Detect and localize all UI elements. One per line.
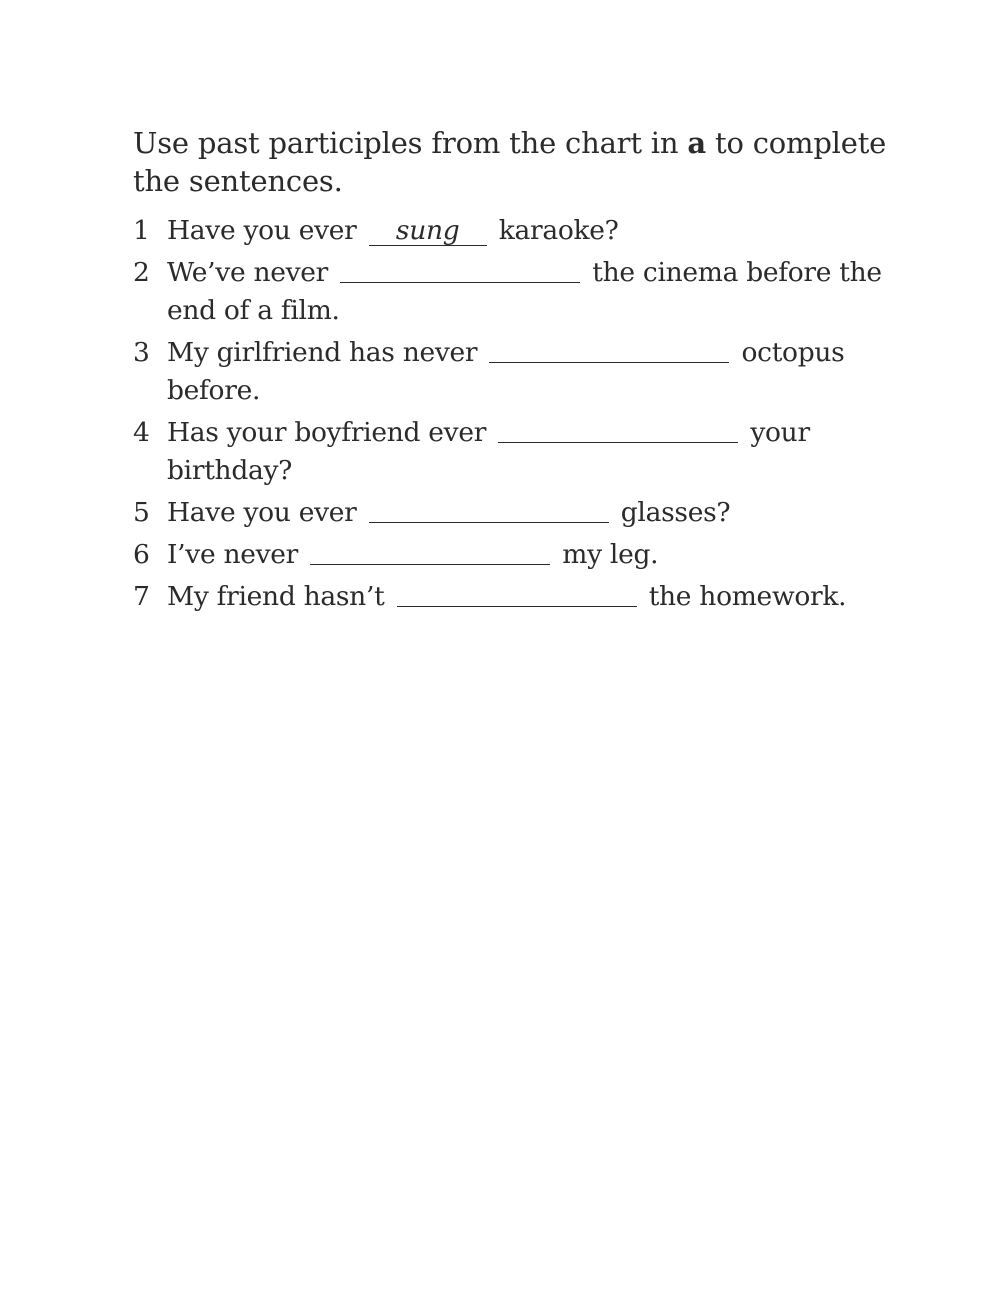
item-number: 6 (133, 539, 150, 570)
exercise-item-1 (133, 212, 893, 250)
item-text-before: We’ve never (167, 257, 329, 288)
item-text-after: the cinema before the end of a film. (167, 257, 882, 326)
item-text-after: my leg. (562, 539, 659, 570)
instruction-bold-reference: a (687, 126, 706, 160)
answer-blank[interactable] (498, 416, 738, 443)
item-number: 7 (133, 581, 150, 612)
item-number: 4 (133, 417, 150, 448)
item-number: 3 (133, 337, 150, 368)
instruction (133, 124, 893, 200)
answer-blank[interactable] (310, 538, 550, 565)
item-number: 1 (133, 215, 150, 246)
item-text-after: octopus before. (167, 337, 845, 406)
item-text-before: Has your boyfriend ever (167, 417, 487, 448)
answer-blank[interactable] (369, 496, 609, 523)
item-text-after: the homework. (648, 581, 847, 612)
item-text-before: Have you ever (167, 215, 357, 246)
item-text-after: your birthday? (167, 417, 810, 486)
answer-blank[interactable] (397, 580, 637, 607)
item-text-after: karaoke? (498, 215, 619, 246)
answer-blank[interactable] (489, 336, 729, 363)
worksheet (133, 124, 893, 620)
exercise-item-3 (133, 334, 893, 410)
item-number: 5 (133, 497, 150, 528)
example-answer-blank: sung (369, 217, 487, 246)
exercise-item-4 (133, 414, 893, 490)
exercise-item-5 (133, 494, 893, 532)
instruction-text-before: Use past participles from the chart in (133, 126, 688, 160)
instruction-text-after: to complete the sentences. (133, 126, 887, 198)
item-text-after: glasses? (620, 497, 731, 528)
exercise-list (133, 212, 893, 616)
exercise-item-6 (133, 536, 893, 574)
item-text-before: My girlfriend has never (167, 337, 478, 368)
exercise-item-2 (133, 254, 893, 330)
exercise-item-7 (133, 578, 893, 616)
answer-blank[interactable] (340, 256, 580, 283)
item-number: 2 (133, 257, 150, 288)
item-text-before: I’ve never (167, 539, 299, 570)
item-text-before: My friend hasn’t (167, 581, 385, 612)
item-text-before: Have you ever (167, 497, 357, 528)
